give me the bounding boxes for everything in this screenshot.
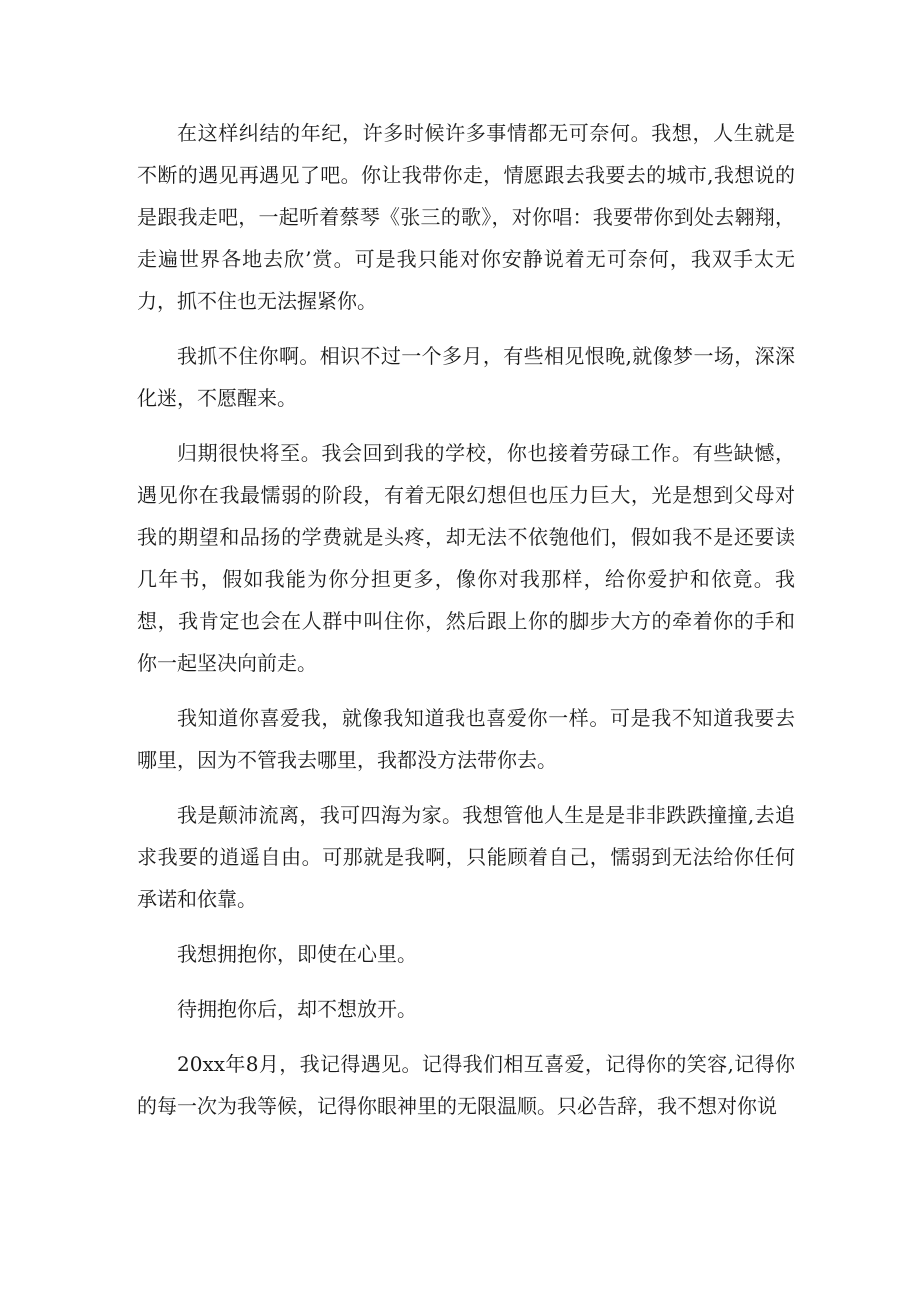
paragraph-4: 我知道你喜爱我，就像我知道我也喜爱你一样。可是我不知道我要去哪里，因为不管我去哪里，我都没方法带你去。 xyxy=(137,706,795,772)
paragraph-5: 我是颠沛流离，我可四海为家。我想管他人生是是非非跌跌撞撞,去追求我要的逍遥自由。可那就是我啊，只能顾着自己，懦弱到无法给你任何承诺和依靠。 xyxy=(137,803,795,911)
paragraph-7: 待拥抱你后，却不想放开。 xyxy=(177,997,417,1021)
paragraph-2: 我抓不住你啊。相识不过一个多月，有些相见恨晚,就像梦一场，深深化迷，不愿醒来。 xyxy=(137,344,795,410)
paragraph-8: 20xx年8月，我记得遇见。记得我们相互喜爱，记得你的笑容,记得你的每一次为我等候，记得你眼神里的无限温顺。只必告辞，我不想对你说 xyxy=(137,1052,795,1118)
paragraph-6: 我想拥抱你，即使在心里。 xyxy=(177,942,417,966)
paragraph-3: 归期很快将至。我会回到我的学校，你也接着劳碌工作。有些缺憾，遇见你在我最懦弱的阶段，有着无限幻想但也压力巨大，光是想到父母对我的期望和品扬的学费就是头疼，却无法不依匏他们，假如我不是还要读几年书，假如我能为你分担更多，像你对我那样，给你爱护和依竟。我想，我肯定也会在人群中叫住你，然后跟上你的脚步大方的牵着你的手和你一起坚决向前走。 xyxy=(137,441,795,675)
document-body xyxy=(137,112,795,1140)
paragraph-1: 在这样纠结的年纪，许多时候许多事情都无可奈何。我想，人生就是不断的遇见再遇见了吧。你让我带你走，情愿跟去我要去的城市,我想说的是跟我走吧，一起听着蔡琴《张三的歌》，对你唱：我要带你到处去翱翔，走遍世界各地去欣’赏。可是我只能对你安静说着无可奈何，我双手太无力，抓不住也无法握紧你。 xyxy=(137,121,795,313)
